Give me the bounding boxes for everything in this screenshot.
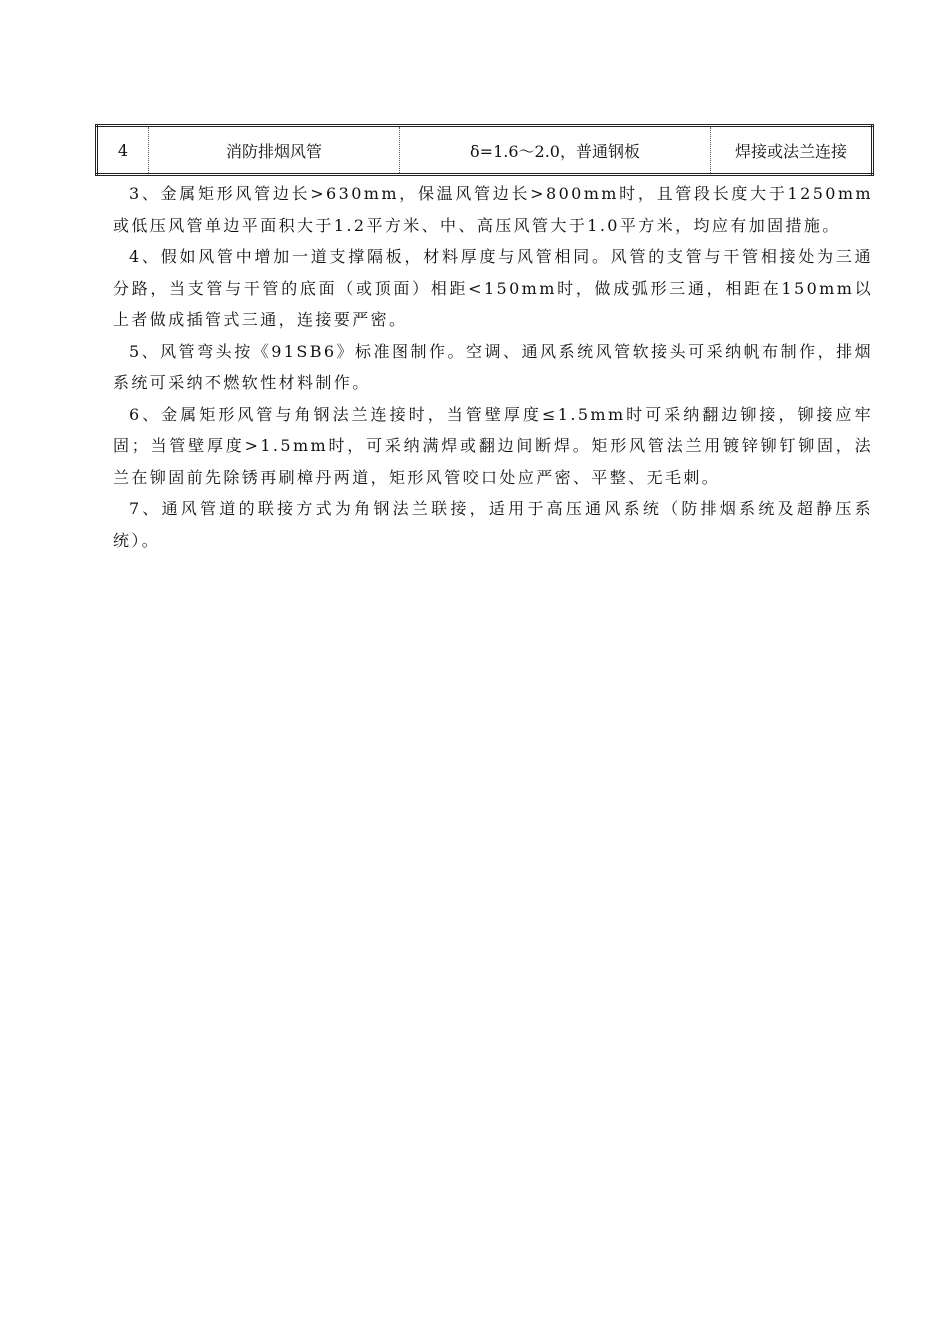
paragraph-6: 6、金属矩形风管与角钢法兰连接时，当管壁厚度≤1.5mm时可采纳翻边铆接，铆接应牢固；当管壁厚度>1.5mm时，可采纳满焊或翻边间断焊。矩形风管法兰用镀锌铆钉铆固，法兰在铆固前先除锈再刷樟丹两道，矩形风管咬口处应严密、平整、无毛刺。	[113, 404, 873, 487]
row-number-cell: 4	[97, 126, 149, 175]
paragraph-5: 5、风管弯头按《91SB6》标准图制作。空调、通风系统风管软接头可采纳帆布制作，排烟系统可采纳不燃软性材料制作。	[113, 341, 873, 392]
material-spec-cell: δ=1.6～2.0，普通钢板	[400, 126, 711, 175]
paragraph-4: 4、假如风管中增加一道支撑隔板，材料厚度与风管相同。风管的支管与干管相接处为三通分路，当支管与干管的底面（或顶面）相距<150mm时，做成弧形三通，相距在150mm以上者做成插管式三通，连接要严密。	[113, 247, 873, 329]
joint-method-cell: 焊接或法兰连接	[734, 141, 847, 161]
paragraph-7: 7、通风管道的联接方式为角钢法兰联接，适用于高压通风系统（防排烟系统及超静压系统）。	[113, 499, 873, 550]
duct-spec-table	[95, 124, 874, 176]
table-row	[97, 126, 873, 175]
duct-name-cell: 消防排烟风管	[149, 126, 400, 175]
paragraph-3: 3、金属矩形风管边长>630mm，保温风管边长>800mm时，且管段长度大于1250mm或低压风管单边平面积大于1.2平方米、中、高压风管大于1.0平方米，均应有加固措施。	[113, 184, 873, 235]
document-body	[113, 178, 873, 556]
